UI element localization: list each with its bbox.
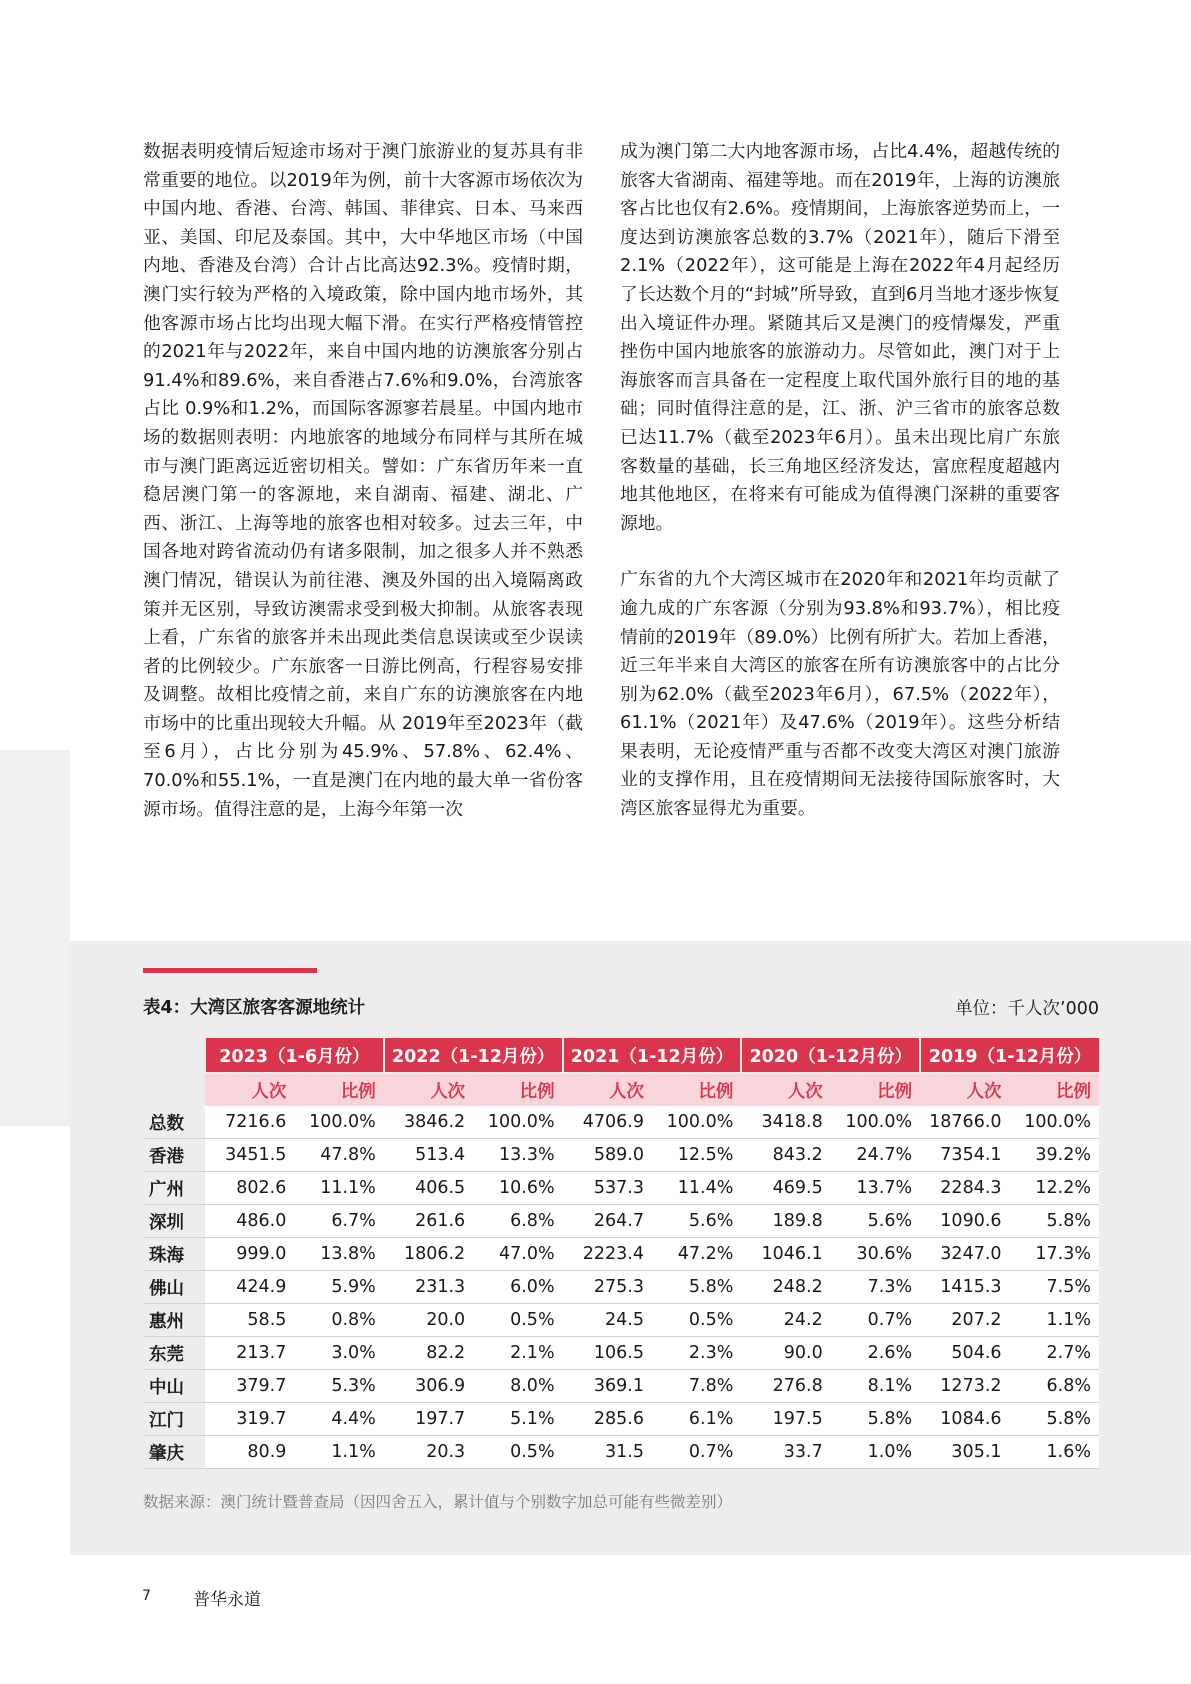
visits-cell: 3451.5 (205, 1139, 294, 1172)
share-cell: 13.7% (831, 1172, 920, 1205)
share-cell: 6.7% (294, 1205, 383, 1238)
table-title: 表4：大湾区旅客客源地统计 (143, 998, 366, 1018)
share-cell: 11.4% (652, 1172, 741, 1205)
visits-cell: 248.2 (741, 1271, 830, 1304)
city-name-cell: 惠州 (143, 1304, 205, 1337)
sub-header-visits: 人次 (563, 1073, 652, 1106)
table-row (143, 1271, 1099, 1304)
share-cell: 0.5% (473, 1436, 562, 1469)
visits-cell: 80.9 (205, 1436, 294, 1469)
visits-cell: 1084.6 (920, 1403, 1009, 1436)
visits-cell: 106.5 (563, 1337, 652, 1370)
table-source-note: 数据来源：澳门统计暨普查局（因四舍五入，累计值与个别数字加总可能有些微差别） (143, 1493, 733, 1511)
share-cell: 17.3% (1010, 1238, 1099, 1271)
visits-cell: 4706.9 (563, 1106, 652, 1139)
sub-header-share: 比例 (1010, 1073, 1099, 1106)
visits-cell: 7354.1 (920, 1139, 1009, 1172)
share-cell: 7.3% (831, 1271, 920, 1304)
share-cell: 47.0% (473, 1238, 562, 1271)
header-blank-cell (143, 1038, 205, 1073)
city-name-cell: 肇庆 (143, 1436, 205, 1469)
share-cell: 100.0% (1010, 1106, 1099, 1139)
visits-cell: 207.2 (920, 1304, 1009, 1337)
share-cell: 5.1% (473, 1403, 562, 1436)
sub-header-share: 比例 (473, 1073, 562, 1106)
page-number: 7 (142, 1588, 151, 1604)
share-cell: 10.6% (473, 1172, 562, 1205)
visits-cell: 3418.8 (741, 1106, 830, 1139)
city-name-cell: 珠海 (143, 1238, 205, 1271)
city-name-cell: 东莞 (143, 1337, 205, 1370)
share-cell: 2.1% (473, 1337, 562, 1370)
visits-cell: 1415.3 (920, 1271, 1009, 1304)
year-header-row (143, 1038, 1099, 1073)
visits-cell: 486.0 (205, 1205, 294, 1238)
table-row (143, 1436, 1099, 1469)
side-tab-decoration (0, 750, 70, 1126)
share-cell: 0.7% (831, 1304, 920, 1337)
share-cell: 39.2% (1010, 1139, 1099, 1172)
sub-header-visits: 人次 (920, 1073, 1009, 1106)
table-row (143, 1337, 1099, 1370)
body-column-left (143, 138, 583, 824)
share-cell: 5.9% (294, 1271, 383, 1304)
share-cell: 6.8% (473, 1205, 562, 1238)
share-cell: 5.6% (652, 1205, 741, 1238)
share-cell: 12.2% (1010, 1172, 1099, 1205)
visits-cell: 275.3 (563, 1271, 652, 1304)
table-row (143, 1106, 1099, 1139)
visits-cell: 537.3 (563, 1172, 652, 1205)
table-unit: 单位：千人次’000 (955, 999, 1099, 1019)
share-cell: 5.8% (652, 1271, 741, 1304)
share-cell: 24.7% (831, 1139, 920, 1172)
share-cell: 2.6% (831, 1337, 920, 1370)
sub-header-visits: 人次 (384, 1073, 473, 1106)
visits-cell: 424.9 (205, 1271, 294, 1304)
sub-header-visits: 人次 (741, 1073, 830, 1106)
visits-cell: 58.5 (205, 1304, 294, 1337)
visits-cell: 24.2 (741, 1304, 830, 1337)
share-cell: 47.2% (652, 1238, 741, 1271)
city-name-cell: 佛山 (143, 1271, 205, 1304)
share-cell: 100.0% (652, 1106, 741, 1139)
visits-cell: 2223.4 (563, 1238, 652, 1271)
city-name-cell: 深圳 (143, 1205, 205, 1238)
city-name-cell: 中山 (143, 1370, 205, 1403)
share-cell: 1.1% (294, 1436, 383, 1469)
paragraph-right-1: 成为澳门第二大内地客源市场，占比4.4%，超越传统的旅客大省湖南、福建等地。而在2019年，上海的访澳旅客占比也仅有2.6%。疫情期间，上海旅客逆势而上，一度达到访澳旅客总数的3.7%（2021年），随后下滑至2.1%（2022年），这可能是上海在2022年4月起经历了长达数个月的“封城”所导致，直到6月当地才逐步恢复出入境证件办理。紧随其后又是澳门的疫情爆发，严重挫伤中国内地旅客的旅游动力。尽管如此，澳门对于上海旅客而言具备在一定程度上取代国外旅行目的地的基础；同时值得注意的是，江、浙、沪三省市的旅客总数已达11.7%（截至2023年6月）。虽未出现比肩广东旅客数量的基础，长三角地区经济发达，富庶程度超越内地其他地区，在将来有可能成为值得澳门深耕的重要客源地。 (620, 141, 1060, 534)
share-cell: 4.4% (294, 1403, 383, 1436)
visits-cell: 305.1 (920, 1436, 1009, 1469)
visits-cell: 504.6 (920, 1337, 1009, 1370)
visits-cell: 197.5 (741, 1403, 830, 1436)
table-row (143, 1370, 1099, 1403)
table-row (143, 1172, 1099, 1205)
visits-cell: 264.7 (563, 1205, 652, 1238)
share-cell: 0.7% (652, 1436, 741, 1469)
year-header-2023: 2023（1-6月份） (205, 1038, 384, 1073)
year-header-2022: 2022（1-12月份） (384, 1038, 563, 1073)
table-row (143, 1205, 1099, 1238)
body-column-right (620, 138, 1060, 824)
visits-cell: 1273.2 (920, 1370, 1009, 1403)
visits-cell: 802.6 (205, 1172, 294, 1205)
sub-header-share: 比例 (652, 1073, 741, 1106)
share-cell: 100.0% (473, 1106, 562, 1139)
visits-cell: 18766.0 (920, 1106, 1009, 1139)
year-header-2019: 2019（1-12月份） (920, 1038, 1099, 1073)
share-cell: 30.6% (831, 1238, 920, 1271)
city-name-cell: 江门 (143, 1403, 205, 1436)
sub-header-share: 比例 (294, 1073, 383, 1106)
visits-cell: 276.8 (741, 1370, 830, 1403)
share-cell: 2.3% (652, 1337, 741, 1370)
sub-header-visits: 人次 (205, 1073, 294, 1106)
visits-cell: 285.6 (563, 1403, 652, 1436)
sub-header-share: 比例 (831, 1073, 920, 1106)
table-row (143, 1403, 1099, 1436)
share-cell: 0.5% (652, 1304, 741, 1337)
visits-cell: 513.4 (384, 1139, 473, 1172)
visits-cell: 843.2 (741, 1139, 830, 1172)
year-header-2021: 2021（1-12月份） (563, 1038, 742, 1073)
visits-cell: 469.5 (741, 1172, 830, 1205)
visits-cell: 3247.0 (920, 1238, 1009, 1271)
visits-cell: 369.1 (563, 1370, 652, 1403)
visits-cell: 82.2 (384, 1337, 473, 1370)
visits-cell: 7216.6 (205, 1106, 294, 1139)
visits-cell: 20.3 (384, 1436, 473, 1469)
share-cell: 8.1% (831, 1370, 920, 1403)
visits-cell: 90.0 (741, 1337, 830, 1370)
share-cell: 6.8% (1010, 1370, 1099, 1403)
table-body (143, 1106, 1099, 1469)
visits-cell: 1806.2 (384, 1238, 473, 1271)
share-cell: 12.5% (652, 1139, 741, 1172)
visits-cell: 231.3 (384, 1271, 473, 1304)
city-name-cell: 香港 (143, 1139, 205, 1172)
visits-cell: 999.0 (205, 1238, 294, 1271)
table-row (143, 1304, 1099, 1337)
share-cell: 6.0% (473, 1271, 562, 1304)
visits-cell: 213.7 (205, 1337, 294, 1370)
visits-cell: 189.8 (741, 1205, 830, 1238)
share-cell: 1.6% (1010, 1436, 1099, 1469)
share-cell: 47.8% (294, 1139, 383, 1172)
share-cell: 7.5% (1010, 1271, 1099, 1304)
share-cell: 7.8% (652, 1370, 741, 1403)
brand-name: 普华永道 (193, 1590, 261, 1610)
visitor-source-table (143, 1038, 1099, 1469)
share-cell: 5.6% (831, 1205, 920, 1238)
visits-cell: 2284.3 (920, 1172, 1009, 1205)
visits-cell: 197.7 (384, 1403, 473, 1436)
sub-header-row (143, 1073, 1099, 1106)
share-cell: 13.8% (294, 1238, 383, 1271)
share-cell: 5.8% (831, 1403, 920, 1436)
visits-cell: 379.7 (205, 1370, 294, 1403)
sub-header-blank-cell (143, 1073, 205, 1106)
share-cell: 0.5% (473, 1304, 562, 1337)
paragraph-left: 数据表明疫情后短途市场对于澳门旅游业的复苏具有非常重要的地位。以2019年为例，前十大客源市场依次为中国内地、香港、台湾、韩国、菲律宾、日本、马来西亚、美国、印尼及泰国。其中，大中华地区市场（中国内地、香港及台湾）合计占比高达92.3%。疫情时期，澳门实行较为严格的入境政策，除中国内地市场外，其他客源市场占比均出现大幅下滑。在实行严格疫情管控的2021年与2022年，来自中国内地的访澳旅客分别占91.4%和89.6%，来自香港占7.6%和9.0%，台湾旅客占比 0.9%和1.2%，而国际客源寥若晨星。中国内地市场的数据则表明：内地旅客的地域分布同样与其所在城市与澳门距离远近密切相关。譬如：广东省历年来一直稳居澳门第一的客源地，来自湖南、福建、湖北、广西、浙江、上海等地的旅客也相对较多。过去三年，中国各地对跨省流动仍有诸多限制，加之很多人并不熟悉澳门情况，错误认为前往港、澳及外国的出入境隔离政策并无区别，导致访澳需求受到极大抑制。从旅客表现上看，广东省的旅客并未出现此类信息误读或至少误读者的比例较少。广东旅客一日游比例高，行程容易安排及调整。故相比疫情之前，来自广东的访澳旅客在内地市场中的比重出现较大升幅。从 2019年至2023年（截至6月），占比分别为45.9%、57.8%、62.4%、70.0%和55.1%，一直是澳门在内地的最大单一省份客源市场。值得注意的是，上海今年第一次 (143, 141, 583, 820)
share-cell: 13.3% (473, 1139, 562, 1172)
accent-rule (143, 968, 317, 973)
visits-cell: 306.9 (384, 1370, 473, 1403)
visits-cell: 406.5 (384, 1172, 473, 1205)
table-row (143, 1238, 1099, 1271)
year-header-2020: 2020（1-12月份） (741, 1038, 920, 1073)
share-cell: 0.8% (294, 1304, 383, 1337)
share-cell: 1.0% (831, 1436, 920, 1469)
share-cell: 5.3% (294, 1370, 383, 1403)
visits-cell: 20.0 (384, 1304, 473, 1337)
table-row (143, 1139, 1099, 1172)
share-cell: 5.8% (1010, 1205, 1099, 1238)
visits-cell: 3846.2 (384, 1106, 473, 1139)
visits-cell: 589.0 (563, 1139, 652, 1172)
share-cell: 100.0% (294, 1106, 383, 1139)
share-cell: 1.1% (1010, 1304, 1099, 1337)
visits-cell: 24.5 (563, 1304, 652, 1337)
city-name-cell: 总数 (143, 1106, 205, 1139)
share-cell: 6.1% (652, 1403, 741, 1436)
share-cell: 5.8% (1010, 1403, 1099, 1436)
share-cell: 8.0% (473, 1370, 562, 1403)
visits-cell: 1090.6 (920, 1205, 1009, 1238)
share-cell: 11.1% (294, 1172, 383, 1205)
visits-cell: 1046.1 (741, 1238, 830, 1271)
visits-cell: 33.7 (741, 1436, 830, 1469)
visits-cell: 31.5 (563, 1436, 652, 1469)
visits-cell: 319.7 (205, 1403, 294, 1436)
paragraph-right-2: 广东省的九个大湾区城市在2020年和2021年均贡献了逾九成的广东客源（分别为93.8%和93.7%），相比疫情前的2019年（89.0%）比例有所扩大。若加上香港，近三年半来自大湾区的旅客在所有访澳旅客中的占比分别为62.0%（截至2023年6月），67.5%（2022年），61.1%（2021年）及47.6%（2019年）。这些分析结果表明，无论疫情严重与否都不改变大湾区对澳门旅游业的支撑作用，且在疫情期间无法接待国际旅客时，大湾区旅客显得尤为重要。 (620, 569, 1060, 820)
visits-cell: 261.6 (384, 1205, 473, 1238)
share-cell: 3.0% (294, 1337, 383, 1370)
city-name-cell: 广州 (143, 1172, 205, 1205)
share-cell: 2.7% (1010, 1337, 1099, 1370)
share-cell: 100.0% (831, 1106, 920, 1139)
